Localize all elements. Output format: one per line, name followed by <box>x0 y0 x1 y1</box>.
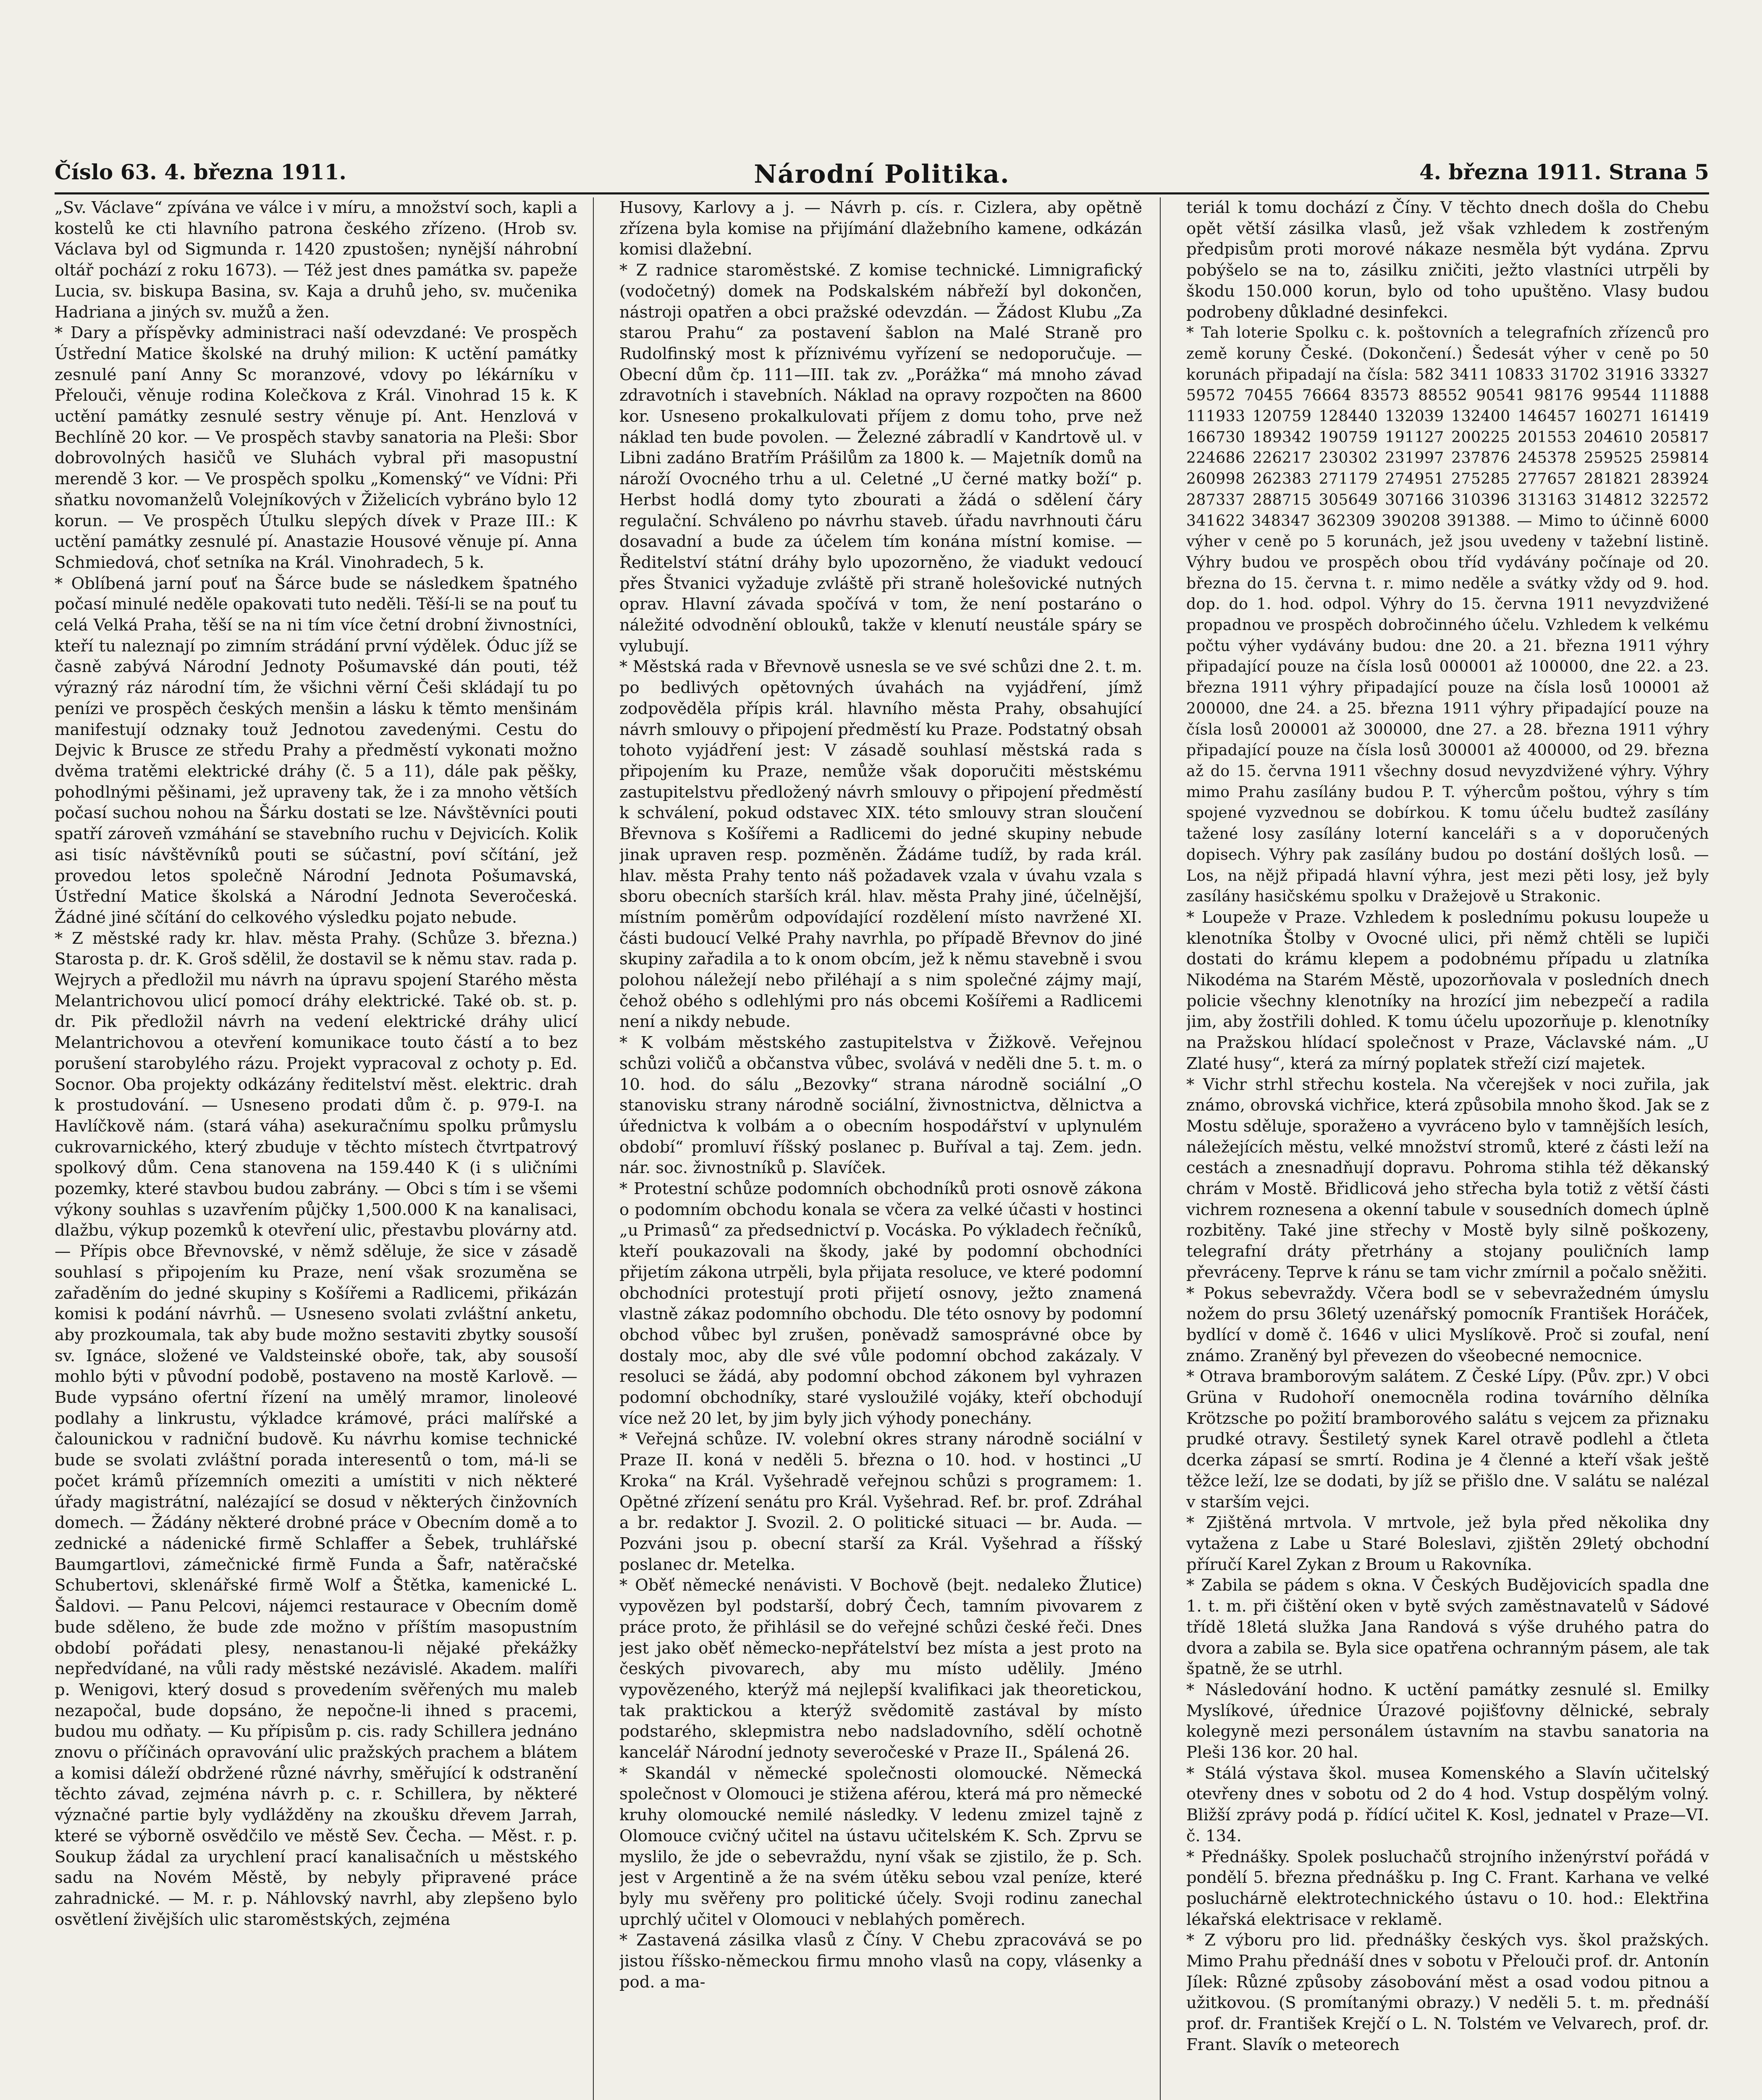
column-3 <box>1186 197 1709 2100</box>
header-rule <box>55 192 1709 194</box>
issue-number: Číslo 63. 4. března 1911. <box>55 160 346 184</box>
column-1 <box>55 197 577 2100</box>
date-and-page: 4. března 1911. Strana 5 <box>1419 160 1709 184</box>
article-3-1: teriál k tomu dochází z Číny. V těchto dnech došla do Chebu opět větší zásilka vlasů, jež však vzhledem k zostřeným předpisům proti morové nákaze nesměla být vydána. Zprvu pobýšelo se na to, zásilku zničiti, ježto vlastníci utrpěli by škodu 150.000 korun, bylo od toho upuštěno. Vlasy budou podrobeny důkladné desinfekci. <box>1186 198 1709 322</box>
article-2-6: * Veřejná schůze. IV. volební okres strany národně sociální v Praze II. koná v neděli 5. března o 10. hod. v hostinci „U Kroka“ na Král. Vyšehradě veřejnou schůzi s programem: 1. Opětné zřízení senátu pro Král. Vyšehrad. Ref. br. prof. Zdráhal a br. redaktor J. Svozil. 2. O politické situaci — br. Auda. — Pozváni jsou p. obecní starší za Král. Vyšehrad a říšský poslanec dr. Metelka. <box>619 1430 1142 1574</box>
article-2-3: * Městská rada v Břevnově usnesla se ve své schůzi dne 2. t. m. po bedlivých opětovných úvahách na vyjádření, jímž zodpověděla přípis král. hlavního města Prahy, obsahující návrh smlouvy o připojení předměstí ku Praze. Podstatný obsah tohoto vyjádření jest: V zásadě souhlasí městská rada s připojením ku Praze, nemůže však doporučiti městskému zastupitelstvu předložený návrh smlouvy o připojení předměstí k schválení, pokud odstavec XIX. této smlouvy stran sloučení Břevnova s Košířemi a Radlicemi do jedné skupiny nebude jinak upraven resp. pozměněn. Žádáme tudíž, by rada král. hlav. města Prahy tento náš požadavek vzala v úvahu vzala s sboru obecních starších král. hlav. města Prahy jiné, účelnější, místním poměrům odpovídající rozdělení místo navržené XI. části budoucí Velké Prahy navrhla, po případě Břevnov do jiné skupiny zařadila a to k onom obcím, jež k němu stavebně i svou polohou náležejí nebo přiléhají a s nim společné zájmy mají, čehož obého s odlehlými pro nás obcemi Košířemi a Radlicemi není a nikdy nebude. <box>619 657 1142 1032</box>
article-2-8: * Skandál v německé společnosti olomoucké. Německá společnost v Olomouci je stižena aférou, která má pro německé kruhy olomoucké nemilé následky. V ledenu zmizel tajně z Olomouce cvičný učitel na ústavu učitelském K. Sch. Zprvu se myslilo, že jde o sebevraždu, nyní však se zjistilo, že p. Sch. jest v Argentině a že na svém útěku sebou vzal peníze, které byly mu svěřeny pro politické účely. Svoji rodinu zanechal uprchlý učitel v Olomouci v neblahých poměrech. <box>619 1764 1142 1929</box>
article-3-6: * Otrava bramborovým salátem. Z České Lípy. (Pův. zpr.) V obci Grüna v Rudohoří onemocněla rodina továrního dělníka Krötzsche po požití bramborového salátu s vejcem za přiznaku prudké otravy. Šestiletý synek Karel otravě podlehl a čtleta dcerka zápasí se smrtí. Rodina je 4 členné a kteří však ještě těžce leží, lze se dodati, by jíž se přišlo dne. V salátu se nalézal v starším vejci. <box>1186 1367 1709 1512</box>
article-3-12: * Z výboru pro lid. přednášky českých vys. škol pražských. Mimo Prahu přednáší dnes v sobotu v Přelouči prof. dr. Antonín Jílek: Různé způsoby zásobování měst a osad vodou pitnou a užitkovou. (S promítanými obrazy.) V neděli 5. t. m. přednáší prof. dr. František Krejčí o L. N. Tolstém ve Velvarech, prof. dr. Frant. Slavík o meteorech <box>1186 1931 1709 2054</box>
article-1-4: * Z městské rady kr. hlav. města Prahy. (Schůze 3. března.) Starosta p. dr. K. Groš sdělil, že dostavil se k němu stav. rada p. Wejrych a předložil mu návrh na úpravu spojení Starého města Melantrichovou ulicí pomocí dráhy elektrické. Také ob. st. p. dr. Pik předložil návrh na vedení elektrické dráhy ulicí Melantrichovou a otevření komunikace touto částí a to bez porušení starobylého rázu. Projekt vypracoval z ochoty p. Ed. Socnor. Oba projekty odkázány ředitelství měst. elektric. drah k prostudování. — Usneseno prodati dům č. p. 979-I. na Havlíčkově nám. (stará váha) asekuračnímu spolku průmyslu cukrovarnického, který zbuduje v těchto místech čtvrtpatrový spolkový dům. Cena stanovena na 159.440 K (i s uličními pozemky, které stavbou budou zabrány. — Obci s tím i se všemi výkony souhlas s uzavřením půjčky 1,500.000 K na kanalisaci, dlažbu, výkup pozemků k otevření ulic, přestavbu plovárny atd. — Přípis obce Břevnovské, v němž sděluje, že sice v zásadě souhlasí s připojením ku Praze, není však srozuměna se zařaděním do jedné skupiny s Košířemi a Radlicemi, přikázán komisi k podání návrhů. — Usneseno svolati zvláštní anketu, aby prozkoumala, tak aby bude možno sestaviti zbytky sousoší sv. Ignáce, složené ve Valdsteinské oboře, tak, aby sousoší mohlo býti v původní podobě, postaveno na mostě Karlově. — Bude vypsáno ofertní řízení na umělý mramor, linoleové podlahy a linkrustu, výkladce krámové, práci malířské a čalounickou v radniční budově. Ku návrhu komise technické bude se svolati zvláštní porada interesentů o tom, má-li se počet krámů přízemních omeziti a umístiti v nich některé úřady magistrátní, nalézající se dosud v některých činžovních domech. — Žádány některé drobné práce v Obecním domě a to zednické a nádenické firmě Schlaffer a Šebek, truhlářské Baumgartlovi, zámečnické firmě Funda a Šafr, natěračské Schubertovi, sklenářské firmě Wolf a Štětka, kamenické L. Šaldovi. — Panu Pelcovi, nájemci restaurace v Obecním domě bude sděleno, že bude zde možno v příštím masopustním období pořádati plesy, nenastanou-li nějaké překážky nepředvídané, na vůli rady městské nezávislé. Akadem. malíři p. Wenigovi, který dosud s provedením svěřených mu maleb nezapočal, bude dopsáno, že nepočne-li ihned s pracemi, budou mu odňaty. — Ku přípisům p. cis. rady Schillera jednáno znovu o příčinách opravování ulic pražských prachem a blátem a komisi dáleží obdržené různé návrhy, směřující k odstranění těchto závad, zejména návrh p. c. r. Schillera, by některé význačné partie byly vydlážděny na zkoušku dřevem Jarrah, které se výborně osvědčilo ve městě Sev. Čecha. — Měst. r. p. Soukup žádal za urychlení prací kanalisačních u městského sadu na Novém Městě, by nebyly připravené práce zahradnické. — M. r. p. Náhlovský navrhl, aby zlepšeno bylo osvětlení živějších ulic staroměstských, zejména <box>55 929 577 1929</box>
article-1-1: „Sv. Václave“ zpívána ve válce i v míru, a množství soch, kapli a kostelů ke cti hlavního patrona českého zřízeno. (Hrob sv. Václava byl od Sigmunda r. 1420 zpustošen; nynější náhrobní oltář pochází z roku 1673). — Též jest dnes památka sv. papeže Lucia, sv. biskupa Basina, sv. Kaja a druhů jeho, sv. mučenika Hadriana a jiných sv. mužů a žen. <box>55 198 577 322</box>
article-1-3: * Oblíbená jarní pouť na Šárce bude se následkem špatného počasí minulé neděle opakovati tuto neděli. Těší-li se na pouť tu celá Velká Praha, těší se na ni tím více četní drobní živnostníci, kteří tu naleznají po zimním strádání první výdělek. Óduc jíž se časně zabývá Národní Jednoty Pošumavské dán pouti, též výrazný ráz národní tím, že všichni věrní Češi skládají tu po penízi ve prospěch českých menšin a lásku k těmto menšinám manifestují odznaky touž Jednotou zavedenými. Cestu do Dejvic k Brusce ze středu Prahy a předměstí vykonati možno dvěma tratěmi elektrické dráhy (č. 5 a 11), dále pak pěšky, pohodlnými pěšinami, jež upraveny tak, že i za mnoho větších počasí suchou nohou na Šárku dostati se lze. Návštěvníci pouti spatří zároveň vzmáhání se stavebního ruchu v Dejvicích. Kolik asi tisíc návštěvníků pouti se súčastní, poví sčítání, jež provedou letos společně Národní Jednota Pošumavská, Ústřední Matice školská a Národní Jednota Severočeská. Žádné jiné sčítání do celkového výsledku pojato nebude. <box>55 574 577 927</box>
article-3-4: * Vichr strhl střechu kostela. Na včerejšek v noci zuřila, jak známo, obrovská vichřice, která způsobila mnoho škod. Jak se z Mostu sděluje, sporažено a vyvráceno bylo v tamnějších lesích, náležejících městu, velké množství stromů, které z části leží na cestách a znesnadňují dopravu. Pohroma stihla též děkanský chrám v Mostě. Břidlicová jeho střecha byla totiž z větší části vichrem roznesena a okenní tabule v sousedních domech úplně rozbitěny. Také jine střechy v Mostě byly silně poškozeny, telegrafní dráty přetrhány a stojany pouličních lamp převráceny. Teprve k ránu se tam vichr zmírnil a počalo sněžiti. <box>1186 1075 1709 1282</box>
article-2-5: * Protestní schůze podomních obchodníků proti osnově zákona o podomním obchodu konala se včera za velké účasti v hostinci „u Primasů“ za předsednictví p. Vocáska. Po výkladech řečníků, kteří poukazovali na škody, jaké by podomní obchodníci přijetím zákona utrpěli, byla přijata resoluce, ve které podomní obchodníci protestují proti přijetí osnovy, ježto znamená vlastně zákaz podomního obchodu. Dle této osnovy by podomní obchod vůbec byl zrušen, poněvadž samosprávné obce by dostaly moc, aby dle své vůle podomní obchod zakázaly. V resoluci se žádá, aby podomní obchod zákonem byl vyhrazen podomní obchodníky, staré vysloužilé vojáky, kteří obchodují více než 20 let, by jim byly jich výhody ponechány. <box>619 1179 1142 1428</box>
article-3-9: * Následování hodno. K uctění památky zesnulé sl. Emilky Myslíkové, úřednice Úrazové pojišťovny dělnické, sebraly kolegyně mezi personálem ústavním na stavbu sanatoria na Pleši 136 kor. 20 hal. <box>1186 1680 1709 1762</box>
article-3-2: * Tah loterie Spolku c. k. poštovních a telegrafních zřízenců pro země koruny České. (Dokončení.) Šedesát výher v ceně po 50 korunách připadají na čísla: 582 3411 10833 31702 31916 33327 59572 70455 76664 83573 88552 90541 98176 99544 111888 111933 120759 128440 132039 132400 146457 160271 161419 166730 189342 190759 191127 200225 201553 204610 205817 224686 226217 230302 231997 237876 245378 259525 259814 260998 262383 271179 274951 275285 277657 281821 283924 287337 288715 305649 307166 310396 313163 314812 322572 341622 348347 362309 390208 391388. — Mimo to účinně 6000 výher v ceně po 5 korunách, jež jsou uvedeny v tažební listině. Výhry budou ve prospěch obou tříd vydávány počínaje od 20. března do 15. června t. r. mimo neděle a svátky vždy od 9. hod. dop. do 1. hod. odpol. Výhry do 15. června 1911 nevyzdvižené propadnou ve prospěch dobročinného účelu. Vzhledem k velkému počtu výher vydávány budou: dne 20. a 21. března 1911 výhry připadající pouze na čísla losů 000001 až 100000, dne 22. a 23. března 1911 výhry připadající pouze na čísla losů 100001 až 200000, dne 24. a 25. března 1911 výhry připadající pouze na čísla losů 200001 až 300000, dne 27. a 28. března 1911 výhry připadající pouze na čísla losů 300001 až 400000, od 29. března až do 15. června 1911 všechny dosud nevyzdvižené výhry. Výhry mimo Prahu zasílány budou P. T. výhercům poštou, výhry s tím spojené vyzvednou se dobírkou. K tomu účelu budtež zasílány tažené losy zasílány loterní kanceláři s a v doporučených dopisech. Výhry pak zasílány budou po dostání došlých losů. — Los, na nějž připadá hlavní výhra, jest mezi pěti losy, jež byly zasílány hasičskému spolku v Dražejově u Strakonic. <box>1186 324 1709 906</box>
column-separator <box>593 197 594 2100</box>
article-2-9: * Zastavená zásilka vlasů z Číny. V Chebu zpracovává se po jistou říšsko-německou firmu mnoho vlasů na copy, vlásenky a pod. a ma- <box>619 1931 1142 1992</box>
article-3-3: * Loupeže v Praze. Vzhledem k poslednímu pokusu loupeže u klenotníka Štolby v Ovocné ulici, při němž chtěli se lupiči dostati do krámu klepem a podobnému případu u zlatníka Nikodéma na Starém Městě, upozorňovala v posledních dnech policie všechny klenotníky na hrozící jim nebezpečí a radila jim, aby žostřili dohled. K tomu účelu upozorňuje p. klenotníky na Pražskou hlídací společnost v Praze, Václavské nám. „U Zlaté husy“, která za mírný poplatek střeží cizí majetek. <box>1186 908 1709 1073</box>
column-2 <box>619 197 1142 2100</box>
article-1-2: * Dary a příspěvky administraci naší odevzdané: Ve prospěch Ústřední Matice školské na druhý milion: K uctění památky zesnulé paní Anny Sc moranzové, vdovy po lékárníku v Přelouči, věnuje rodina Kolečkova z Král. Vinohrad 15 k. K uctění památky zesnulé sestry věnuje pí. Ant. Henzlová v Bechlíně 20 kor. — Ve prospěch stavby sanatoria na Pleši: Sbor dobrovolných hasičů ve Sluhách vybral při masopustní merendě 3 kor. — Ve prospěch spolku „Komenský“ ve Vídni: Při sňatku novomanželů Volejníkových v Žiželicích vybráno bylo 12 korun. — Ve prospěch Útulku slepých dívek v Praze III.: K uctění památky zesnulé pí. Anastazie Housové věnuje pí. Anna Schmiedová, choť setníka na Král. Vinohradech, 5 k. <box>55 323 577 572</box>
article-3-5: * Pokus sebevraždy. Včera bodl se v sebevražedném úmyslu nožem do prsu 36letý uzenářský pomocník František Horáček, bydlící v domě č. 1646 v ulici Myslíkově. Proč si zoufal, není známo. Zraněný byl převezen do všeobecné nemocnice. <box>1186 1284 1709 1365</box>
article-2-7: * Oběť německé nenávisti. V Bochově (bejt. nedaleko Žlutice) vypovězen byl podstarší, dobrý Čech, tamním pivovarem z práce proto, že přihlásil se do veřejné schůzi české řeči. Dnes jest jako oběť německo-nepřátelství bez místa a jest proto na českých pivovarech, aby mu místo udělily. Jméno vypovězeného, kterýž má nejlepší kvalifikaci jak theoretickou, tak praktickou a kterýž svědomitě zastával by místo podstarého, sklepmistra nebo nadsladovního, sdělí ochotně kancelář Národní jednoty severočeské v Praze II., Spálená 26. <box>619 1576 1142 1762</box>
column-separator <box>1160 197 1161 2100</box>
masthead-title: Národní Politika. <box>754 160 1010 189</box>
article-3-11: * Přednášky. Spolek posluchačů strojního inženýrství pořádá v pondělí 5. března přednášku p. Ing C. Frant. Karhana ve velké posluchárně elektrotechnického ústavu o 10. hod.: Elektřina lékařská elektrisace v reklamě. <box>1186 1847 1709 1929</box>
article-3-10: * Stálá výstava škol. musea Komenského a Slavín učitelský otevřeny dnes v sobotu od 2 do 4 hod. Vstup dospělým volný. Bližší zprávy podá p. řídící učitel K. Kosl, jednatel v Praze—VI. č. 134. <box>1186 1764 1709 1845</box>
article-2-2: * Z radnice staroměstské. Z komise technické. Limnigrafický (vodočetný) domek na Podskalském nábřeží byl dokončen, nástroji opatřen a obci pražské odevzdán. — Žádost Klubu „Za starou Prahu“ za postavení šablon na Malé Straně pro Rudolfinský most k příznivému vyřízení se nedoporučuje. — Obecní dům čp. 111—III. tak zv. „Porážka“ má mnoho závad zdravotních i stavebních. Náklad na opravy rozpočten na 8600 kor. Usneseno prokalkulovati příjem z domu toho, prve než náklad ten bude povolen. — Železné zábradlí v Kandrtově ul. v Libni zadáno Bratřím Prášilům za 1800 k. — Majetník domů na nároží Ovocného trhu a ul. Celetné „U černé matky boží“ p. Herbst hodlá domy tyto zbourati a žádá o sdělení čáry regulační. Schváleno po návrhu staveb. úřadu navrhnouti čáru dosavadní a bude za účelem tím konána místní komise. — Ředitelství státní dráhy bylo upozorněno, že viadukt vedoucí přes Štvanici vyžaduje zvláště při straně holešovické nutných oprav. Hlavní závada spočívá v tom, že není postaráno o náležité odvodnění oblouků, takže v klenutí neustále spáry se vylubují. <box>619 261 1142 656</box>
page-header <box>55 160 1709 193</box>
article-2-4: * K volbám městského zastupitelstva v Žižkově. Veřejnou schůzi voličů a občanstva vůbec, svolává v neděli dne 5. t. m. o 10. hod. do sálu „Bezovky“ strana národně sociální „O stanovisku strany národně sociální, živnostnictva, dělnictva a úřednictva k volbám a o obecním hospodářství v uplynulém období“ promluví říšský poslanec p. Buříval a taj. Zem. jedn. nár. soc. živnostníků p. Slavíček. <box>619 1033 1142 1178</box>
article-3-7: * Zjištěná mrtvola. V mrtvole, jež byla před několika dny vytažena z Labe u Staré Boleslavi, zjištěn 29letý obchodní příručí Karel Zykan z Broum u Rakovníka. <box>1186 1513 1709 1574</box>
article-2-1: Husovy, Karlovy a j. — Návrh p. cís. r. Cizlera, aby opětně zřízena byla komise na přijímání dlažebního kamene, odkázán komisi dlažební. <box>619 198 1142 259</box>
article-3-8: * Zabila se pádem s okna. V Českých Budějovicích spadla dne 1. t. m. při čištění oken v bytě svých zaměstnavatelů v Sádové třídě 18letá služka Jana Randová s výše druhého patra do dvora a zabila se. Byla sice opatřena ochranným pásem, ale tak špatně, že se utrhl. <box>1186 1576 1709 1679</box>
